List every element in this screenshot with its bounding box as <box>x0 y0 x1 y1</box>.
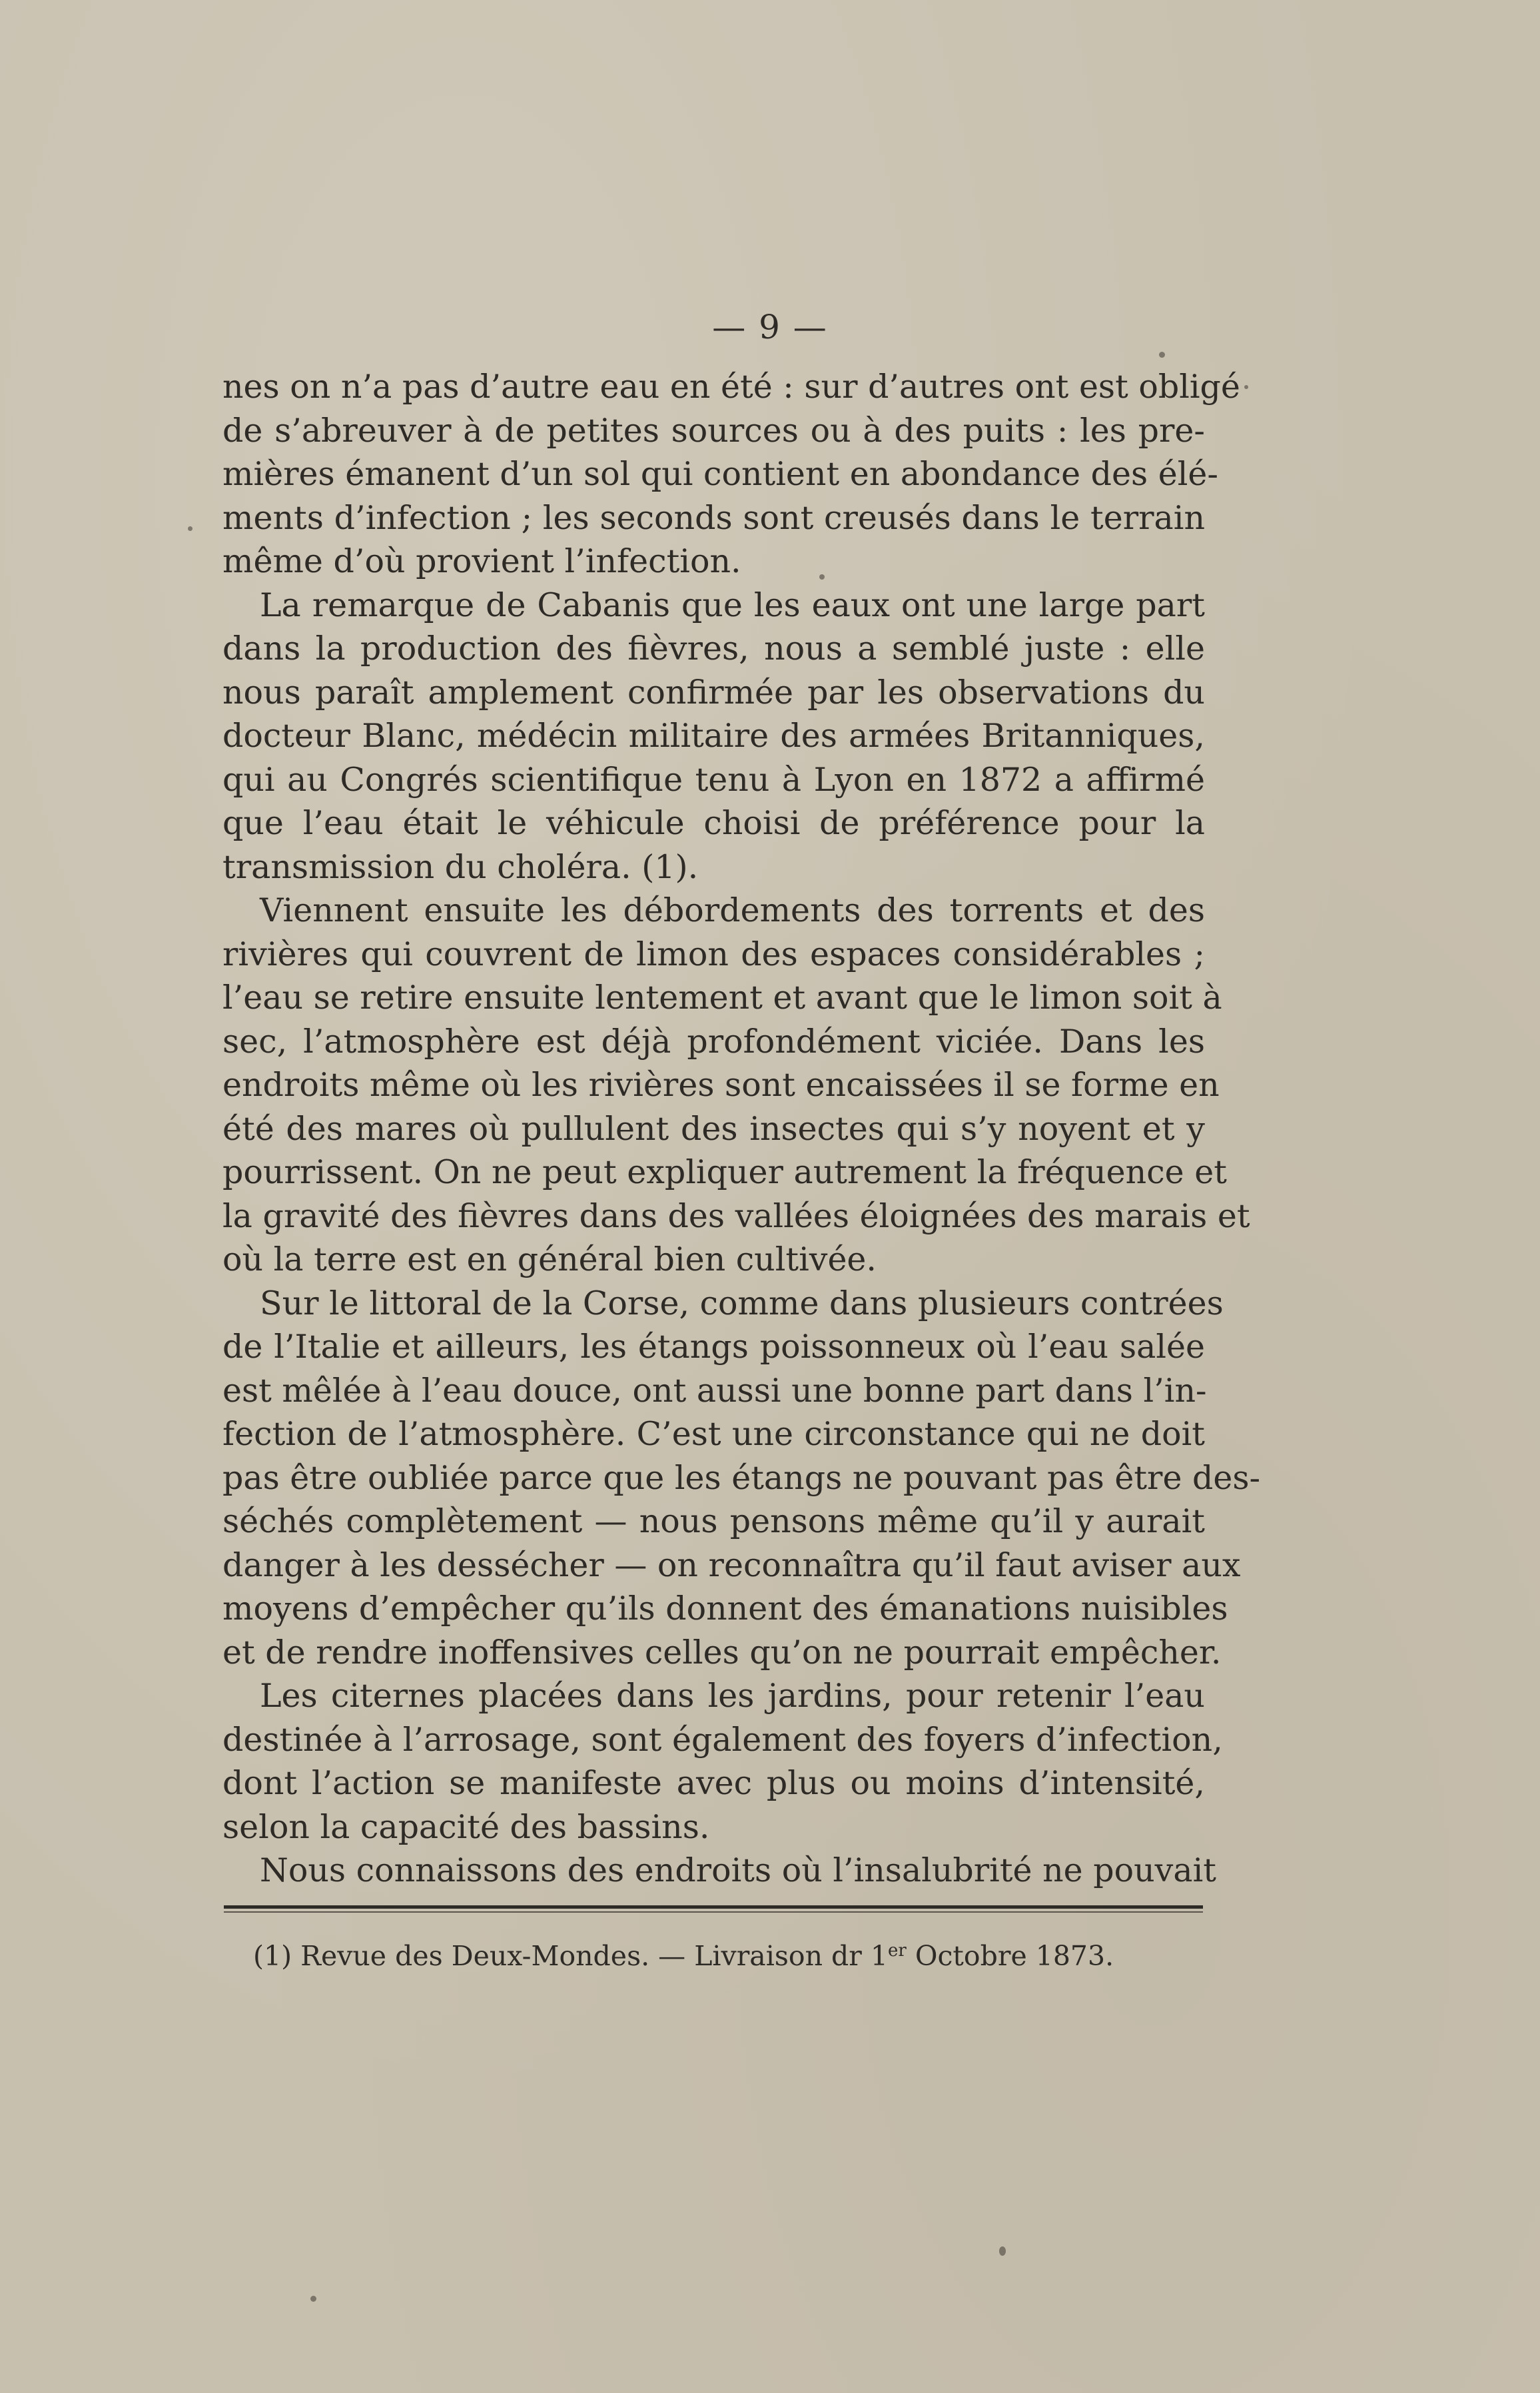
text-line: dans la production des fièvres, nous a semblé juste : elle <box>222 630 1205 668</box>
text-line: dont l’action se manifeste avec plus ou moins d’intensité, <box>222 1764 1205 1802</box>
footnote-text: (1) Revue des Deux-Mondes. — Livraison dr 1 <box>253 1940 888 1972</box>
scan-speck <box>819 574 825 580</box>
scan-speck <box>999 2246 1006 2256</box>
text-line: de s’abreuver à de petites sources ou à des puits : les pre- <box>222 411 1205 450</box>
scan-speck <box>188 526 192 531</box>
text-line: transmission du choléra. (1). <box>222 847 699 886</box>
text-line: La remarque de Cabanis que les eaux ont une large part <box>260 586 1205 624</box>
text-line: est mêlée à l’eau douce, ont aussi une bonne part dans l’in- <box>222 1371 1207 1410</box>
text-line: Nous connaissons des endroits où l’insalubrité ne pouvait <box>260 1851 1216 1889</box>
text-line: l’eau se retire ensuite lentement et avant que le limon soit à <box>222 979 1222 1017</box>
paragraph-5 <box>222 1674 1223 1849</box>
footnote-superscript: er <box>888 1941 907 1961</box>
scan-speck <box>1244 385 1248 389</box>
text-line: docteur Blanc, médécin militaire des armées Britanniques, <box>222 717 1205 755</box>
text-line: pas être oubliée parce que les étangs ne pouvant pas être des- <box>222 1458 1261 1497</box>
text-line: Viennent ensuite les débordements des torrents et des <box>260 891 1205 929</box>
body-text <box>222 365 1261 1893</box>
paragraph-1 <box>222 365 1240 584</box>
footnote <box>253 1932 1114 1975</box>
text-line: la gravité des fièvres dans des vallées éloignées des marais et <box>222 1196 1250 1235</box>
text-line: fection de l’atmosphère. C’est une circonstance qui ne doit <box>222 1415 1205 1453</box>
text-line: nous paraît amplement confirmée par les observations du <box>222 673 1205 712</box>
text-line: selon la capacité des bassins. <box>222 1807 710 1846</box>
paragraph-2 <box>222 584 1205 889</box>
text-line: où la terre est en général bien cultivée. <box>222 1240 877 1278</box>
text-line: destinée à l’arrosage, sont également des foyers d’infection, <box>222 1720 1223 1759</box>
text-line: nes on n’a pas d’autre eau en été : sur d’autres ont est obligé <box>222 368 1240 406</box>
footnote-divider-thin <box>224 1911 1203 1913</box>
text-line: endroits même où les rivières sont encaissées il se forme en <box>222 1066 1220 1104</box>
footnote-text-end: Octobre 1873. <box>906 1940 1114 1972</box>
text-line: même d’où provient l’infection. <box>222 542 741 580</box>
scan-speck <box>310 2296 316 2302</box>
footnote-divider <box>224 1905 1203 1909</box>
text-line: Sur le littoral de la Corse, comme dans plusieurs contrées <box>260 1284 1224 1322</box>
text-line: pourrissent. On ne peut expliquer autrement la fréquence et <box>222 1153 1227 1191</box>
text-line: qui au Congrés scientifique tenu à Lyon en 1872 a affirmé <box>222 760 1205 799</box>
text-line: mières émanent d’un sol qui contient en abondance des élé- <box>222 455 1218 493</box>
text-line: moyens d’empêcher qu’ils donnent des émanations nuisibles <box>222 1590 1228 1628</box>
page-number: — 9 — <box>712 308 828 346</box>
text-line: et de rendre inoffensives celles qu’on ne pourrait empêcher. <box>222 1633 1222 1672</box>
text-line: de l’Italie et ailleurs, les étangs poissonneux où l’eau salée <box>222 1328 1205 1366</box>
text-line: Les citernes placées dans les jardins, pour retenir l’eau <box>260 1677 1205 1715</box>
paragraph-6 <box>222 1849 1216 1893</box>
paragraph-3 <box>222 889 1250 1282</box>
text-line: rivières qui couvrent de limon des espaces considérables ; <box>222 935 1205 973</box>
text-line: que l’eau était le véhicule choisi de préférence pour la <box>222 804 1205 842</box>
paragraph-4 <box>222 1282 1261 1675</box>
scan-speck <box>1159 352 1165 358</box>
text-line: sec, l’atmosphère est déjà profondément viciée. Dans les <box>222 1022 1205 1061</box>
text-line: été des mares où pullulent des insectes qui s’y noyent et y <box>222 1109 1205 1148</box>
text-line: ments d’infection ; les seconds sont creusés dans le terrain <box>222 498 1205 537</box>
text-line: séchés complètement — nous pensons même qu’il y aurait <box>222 1502 1205 1540</box>
text-line: danger à les dessécher — on reconnaîtra qu’il faut aviser aux <box>222 1546 1241 1584</box>
